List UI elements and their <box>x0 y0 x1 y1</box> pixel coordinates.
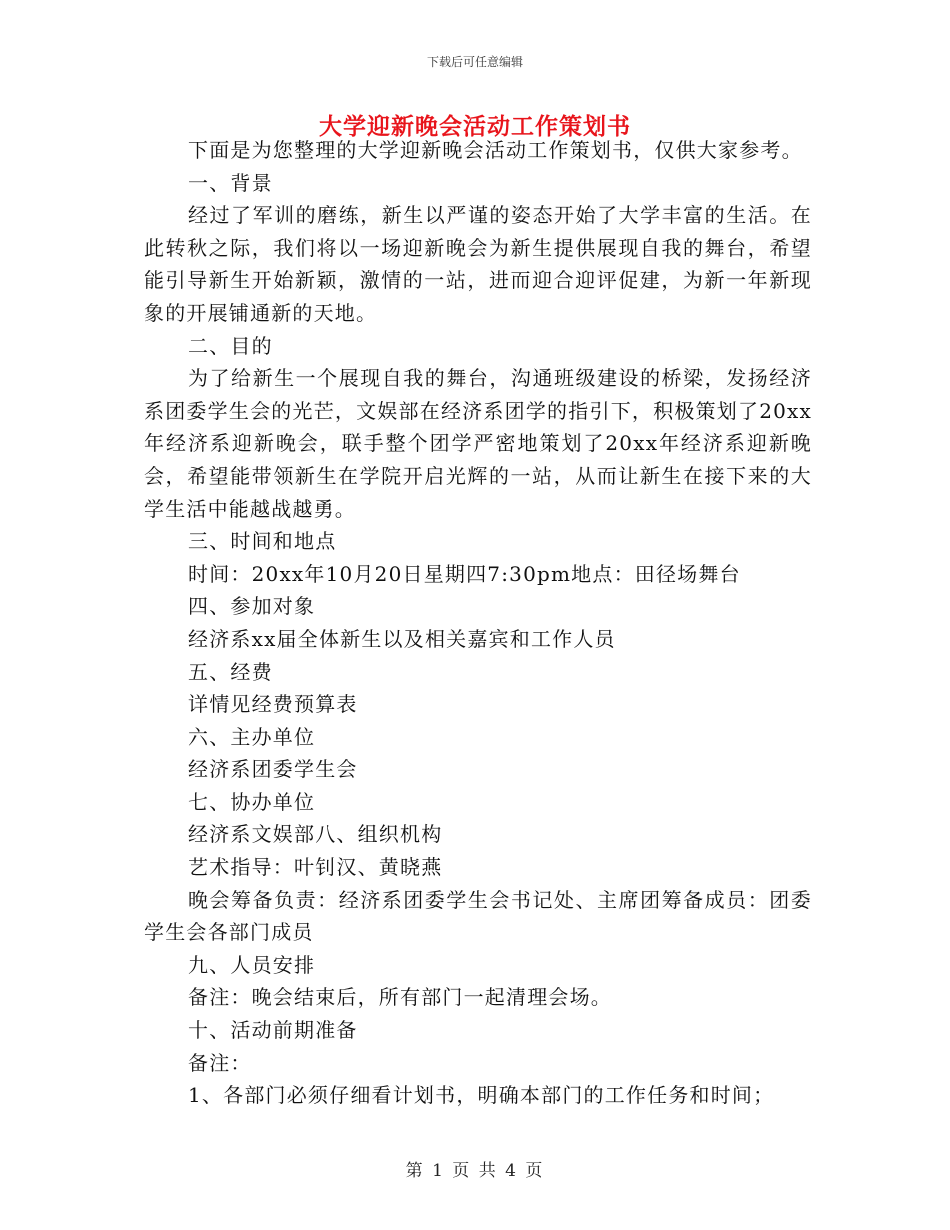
section-heading-participants: 四、参加对象 <box>188 594 316 619</box>
co-organizer-paragraph: 经济系文娱部八、组织机构 <box>188 822 443 847</box>
art-director-paragraph: 艺术指导：叶钊汉、黄晓燕 <box>188 855 443 880</box>
document-body <box>144 134 812 1112</box>
organizer-paragraph: 经济系团委学生会 <box>188 757 358 782</box>
preparation-item-1: 1、各部门必须仔细看计划书，明确本部门的工作任务和时间； <box>188 1083 775 1108</box>
time-place-paragraph: 时间：20xx年10月20日星期四7:30pm地点：田径场舞台 <box>188 561 741 586</box>
preparation-lead-paragraph: 晚会筹备负责：经济系团委学生会书记处、主席团筹备成员：团委学生会各部门成员 <box>144 887 812 945</box>
header-note: 下载后可任意编辑 <box>426 55 523 69</box>
document-title: 大学迎新晚会活动工作策划书 <box>319 113 631 140</box>
budget-paragraph: 详情见经费预算表 <box>188 692 358 717</box>
intro-paragraph: 下面是为您整理的大学迎新晚会活动工作策划书，仅供大家参考。 <box>188 138 803 162</box>
section-heading-co-organizer: 七、协办单位 <box>188 789 316 814</box>
section-heading-background: 一、背景 <box>188 170 273 195</box>
section-heading-staffing: 九、人员安排 <box>188 952 316 977</box>
staffing-note-paragraph: 备注：晚会结束后，所有部门一起清理会场。 <box>188 985 612 1010</box>
section-heading-preparation: 十、活动前期准备 <box>188 1018 358 1043</box>
background-paragraph: 经过了军训的磨练，新生以严谨的姿态开始了大学丰富的生活。在此转秋之际，我们将以一场迎新晚会为新生提供展现自我的舞台，希望能引导新生开始新颖，激情的一站，进而迎合迎评促建，为新一年新现象的开展铺通新的天地。 <box>144 203 812 325</box>
section-heading-purpose: 二、目的 <box>188 333 273 358</box>
page-number-footer: 第 1 页 共 4 页 <box>405 1161 545 1181</box>
section-heading-organizer: 六、主办单位 <box>188 724 316 749</box>
preparation-note-label: 备注： <box>188 1050 252 1075</box>
section-heading-time-place: 三、时间和地点 <box>188 529 337 554</box>
purpose-paragraph: 为了给新生一个展现自我的舞台，沟通班级建设的桥梁，发扬经济系团委学生会的光芒，文娱部在经济系团学的指引下，积极策划了20xx年经济系迎新晚会，联手整个团学严密地策划了20xx年经济系迎新晚会，希望能带领新生在学院开启光辉的一站，从而让新生在接下来的大学生活中能越战越勇。 <box>144 366 812 521</box>
participants-paragraph: 经济系xx届全体新生以及相关嘉宾和工作人员 <box>188 626 616 651</box>
section-heading-budget: 五、经费 <box>188 659 273 684</box>
